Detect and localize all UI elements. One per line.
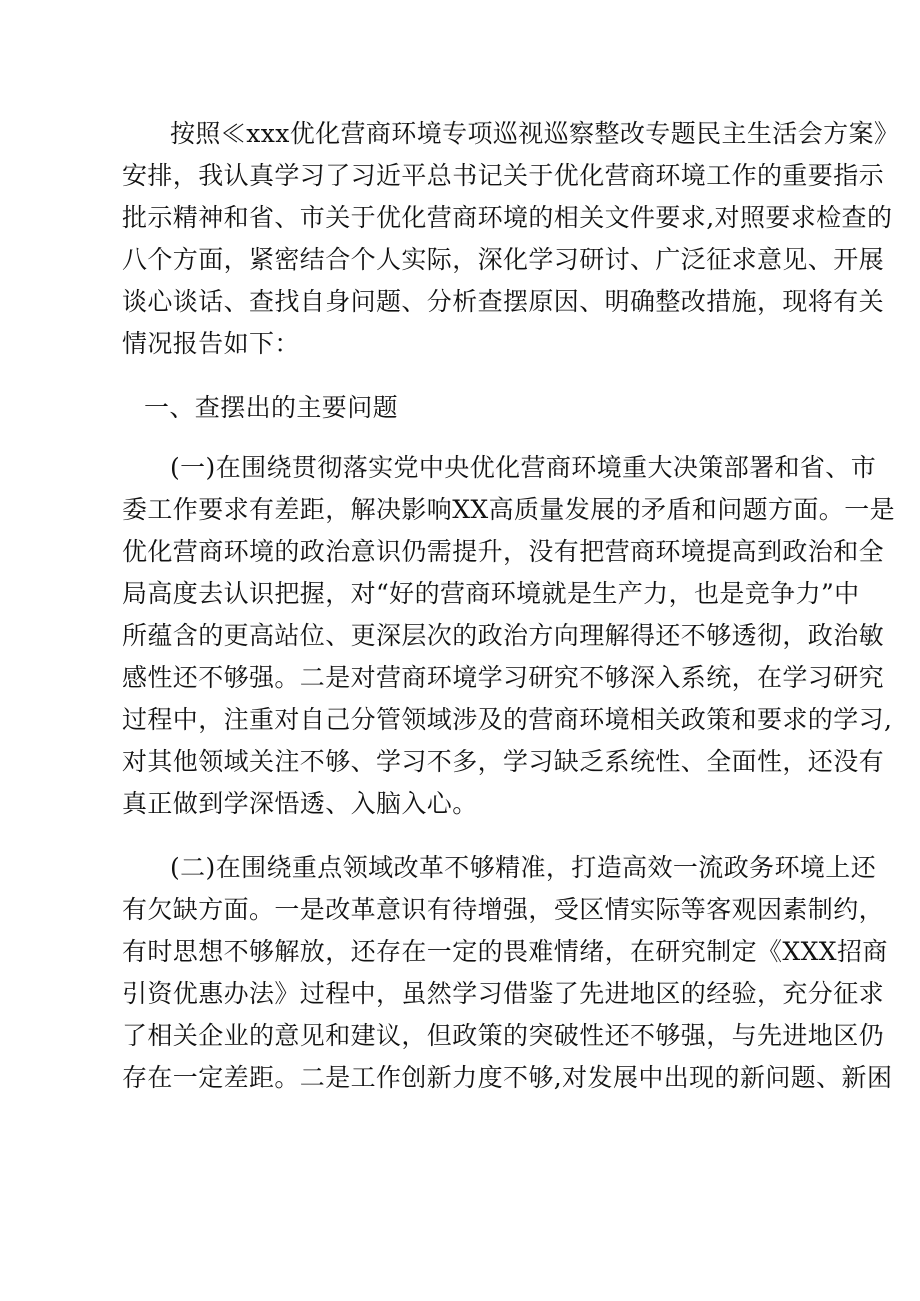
- paragraph-line: 八个方面，紧密结合个人实际，深化学习研讨、广泛征求意见、开展: [122, 245, 885, 274]
- section-heading: 一、查摆出的主要问题: [144, 393, 399, 422]
- paragraph-line: 批示精神和省、市关于优化营商环境的相关文件要求,对照要求检查的: [122, 203, 893, 232]
- paragraph-line: 引资优惠办法》过程中，虽然学习借鉴了先进地区的经验，充分征求: [122, 979, 885, 1008]
- paragraph-line: 有欠缺方面。一是改革意识有待增强，受区情实际等客观因素制约，: [122, 895, 885, 924]
- paragraph-line: 情况报告如下：: [122, 329, 300, 358]
- paragraph-line: 了相关企业的意见和建议，但政策的突破性还不够强，与先进地区仍: [122, 1021, 885, 1050]
- intro-paragraph: [122, 113, 900, 365]
- paragraph-line: (一)在围绕贯彻落实党中央优化营商环境重大决策部署和省、市: [170, 453, 877, 482]
- document-body: [122, 113, 900, 1099]
- section-1-paragraph: [122, 447, 895, 825]
- paragraph-line: 按照≪xxx优化营商环境专项巡视巡察整改专题民主生活会方案》: [170, 119, 900, 148]
- paragraph-line: 有时思想不够解放，还存在一定的畏难情绪，在研究制定《XXX招商: [122, 937, 888, 966]
- paragraph-line: 委工作要求有差距，解决影响XX高质量发展的矛盾和问题方面。一是: [122, 495, 895, 524]
- paragraph-line: 真正做到学深悟透、入脑入心。: [122, 789, 478, 818]
- paragraph-line: (二)在围绕重点领域改革不够精准，打造高效一流政务环境上还: [170, 853, 877, 882]
- paragraph-line: 过程中，注重对自己分管领域涉及的营商环境相关政策和要求的学习,: [122, 705, 893, 734]
- paragraph-line: 局高度去认识把握，对“好的营商环境就是生产力，也是竞争力”中: [122, 579, 860, 608]
- paragraph-line: 感性还不够强。二是对营商环境学习研究不够深入系统，在学习研究: [122, 663, 885, 692]
- paragraph-line: 对其他领域关注不够、学习不多，学习缺乏系统性、全面性，还没有: [122, 747, 885, 776]
- section-2-paragraph: [122, 847, 893, 1099]
- paragraph-line: 谈心谈话、查找自身问题、分析查摆原因、明确整改措施，现将有关: [122, 287, 885, 316]
- paragraph-line: 安排，我认真学习了习近平总书记关于优化营商环境工作的重要指示: [122, 161, 885, 190]
- paragraph-line: 存在一定差距。二是工作创新力度不够,对发展中出现的新问题、新困: [122, 1063, 893, 1092]
- paragraph-line: 所蕴含的更高站位、更深层次的政治方向理解得还不够透彻，政治敏: [122, 621, 885, 650]
- paragraph-line: 优化营商环境的政治意识仍需提升，没有把营商环境提高到政治和全: [122, 537, 885, 566]
